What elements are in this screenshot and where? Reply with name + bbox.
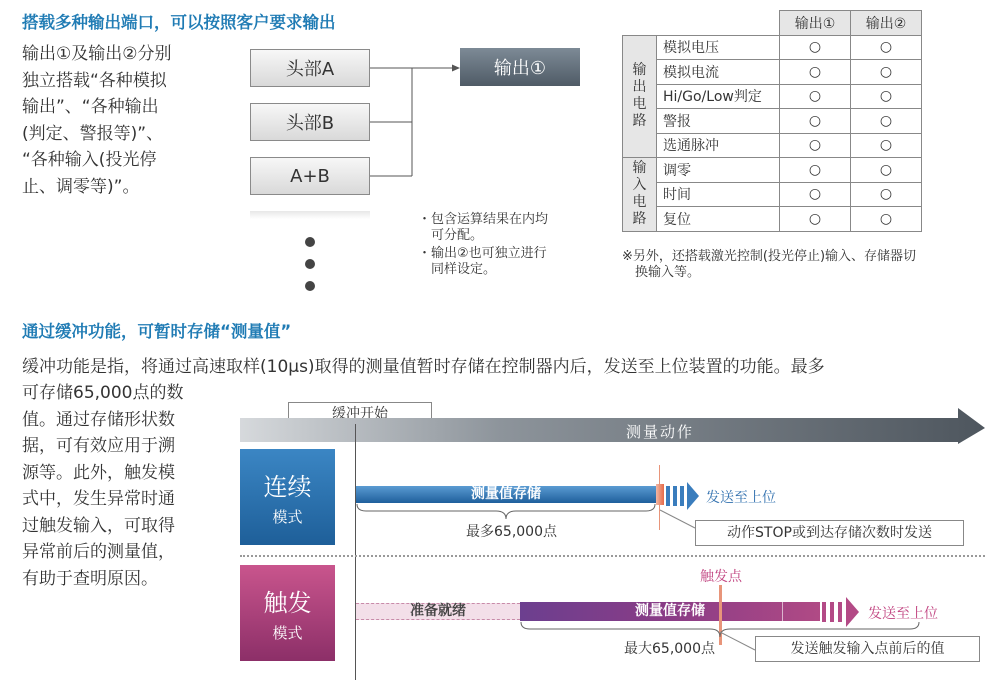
cell-value: ○ [851,35,922,60]
continuous-end-marker [656,484,664,505]
cell-value: ○ [780,133,851,158]
continuous-callout: 动作STOP或到达存储次数时发送 [695,520,964,546]
trigger-point-label: 触发点 [700,569,742,585]
trigger-mode-title: 触发 [263,589,312,617]
trigger-callout: 发送触发输入点前后的值 [755,636,980,662]
desc-line: 过触发输入，可取得 [22,515,175,536]
measure-action-label: 测量动作 [625,423,694,441]
table-note-line: 换输入等。 [635,265,701,280]
trigger-callout-pointer [718,630,758,660]
row-label: 警报 [657,109,780,134]
section2-description [22,380,232,592]
note-bullet: ・ [418,212,432,227]
table-note [622,249,982,281]
desc-line: 有助于查明原因。 [22,568,158,589]
desc-line: 源等。此外，触发模 [22,462,175,483]
desc-line: 输出①及输出②分别 [22,44,172,64]
continuous-send-arrow-icon [666,482,700,510]
note-line: 输出②也可独立进行 [431,246,547,261]
row-label: 时间 [657,182,780,207]
col-header-output1: 输出① [780,11,851,36]
desc-line: “各种输入(投光停 [22,150,157,170]
note-item [418,246,598,278]
cell-value: ○ [780,182,851,207]
note-line: 同样设定。 [431,262,497,277]
continuous-mode-box [240,449,335,545]
trigger-bar-divider [782,602,783,621]
table-note-line: ※另外，还搭载激光控制(投光停止)输入、存储器切 [622,249,917,264]
continuous-mode-subtitle: 模式 [272,508,303,526]
desc-line: 输出”、“各种输出 [22,97,159,117]
ellipsis-dot [305,259,315,269]
continuous-max-label: 最多65,000点 [466,524,557,540]
output-spec-table [622,10,922,232]
section2-intro: 缓冲功能是指，将通过高速取样(10μs)取得的测量值暂时存储在控制器内后，发送至上位装置的功能。最多 [22,357,825,377]
trigger-ready-label: 准备就绪 [410,603,466,619]
head-a-box: 头部A [250,49,370,87]
cell-value: ○ [851,133,922,158]
diagram-notes [418,212,598,278]
col-header-output2: 输出② [851,11,922,36]
head-ab-box: A+B [250,157,370,195]
cell-value: ○ [851,207,922,232]
trigger-mode-subtitle: 模式 [272,624,303,642]
section1-title: 搭载多种输出端口，可以按照客户要求输出 [22,13,336,32]
row-label: 模拟电压 [657,35,780,60]
ellipsis-dot [305,237,315,247]
cell-value: ○ [851,84,922,109]
cell-value: ○ [780,35,851,60]
note-bullet: ・ [418,246,432,261]
note-line: 包含运算结果在内均 [431,212,549,227]
output1-box: 输出① [460,48,580,86]
desc-line: 独立搭载“各种模拟 [22,70,167,91]
section1-description [22,41,232,200]
continuous-brace [356,503,656,521]
trigger-bar-label: 测量值存储 [635,603,705,619]
cell-value: ○ [851,60,922,85]
mode-separator [240,555,985,557]
cell-value: ○ [780,158,851,183]
desc-line: 异常前后的测量值， [22,542,175,562]
desc-line: 止、调零等)”。 [22,176,140,197]
continuous-bar-label: 测量值存储 [471,486,541,502]
cell-value: ○ [780,207,851,232]
cell-value: ○ [780,109,851,134]
cell-value: ○ [780,84,851,109]
row-label: 调零 [657,158,780,183]
cell-value: ○ [851,158,922,183]
trigger-mode-box [240,565,335,661]
row-label: 复位 [657,207,780,232]
cell-value: ○ [851,109,922,134]
continuous-send-label: 发送至上位 [706,490,776,506]
group-label-output-circuit: 输出电路 [623,35,657,158]
group-label-input-circuit: 输入电路 [623,158,657,232]
continuous-callout-pointer [658,508,698,538]
note-item [418,212,598,244]
connector-lines [370,55,462,185]
trigger-send-label: 发送至上位 [868,606,938,622]
continuous-store-bar [356,486,656,503]
desc-line: 值。通过存储形状数 [22,409,175,430]
trigger-ready-bar [356,603,520,620]
continuous-mode-title: 连续 [263,473,312,501]
row-label: Hi/Go/Low判定 [657,84,780,109]
buffer-start-label: 缓冲开始 [288,402,432,424]
cell-value: ○ [851,182,922,207]
head-b-box: 头部B [250,103,370,141]
cell-value: ○ [780,60,851,85]
ellipsis-dot [305,281,315,291]
desc-line: (判定、警报等)”、 [22,123,164,144]
row-label: 选通脉冲 [657,133,780,158]
row-label: 模拟电流 [657,60,780,85]
desc-line: 可存储65,000点的数 [22,383,184,403]
trigger-store-bar [520,602,820,621]
note-line: 可分配。 [431,228,484,243]
faded-box [250,211,370,219]
buffer-start-line [355,424,356,680]
desc-line: 据，可有效应用于溯 [22,436,175,456]
section2-title: 通过缓冲功能，可暂时存储“测量值” [22,322,292,341]
desc-line: 式中，发生异常时通 [22,489,175,509]
trigger-max-label: 最大65,000点 [624,641,715,657]
